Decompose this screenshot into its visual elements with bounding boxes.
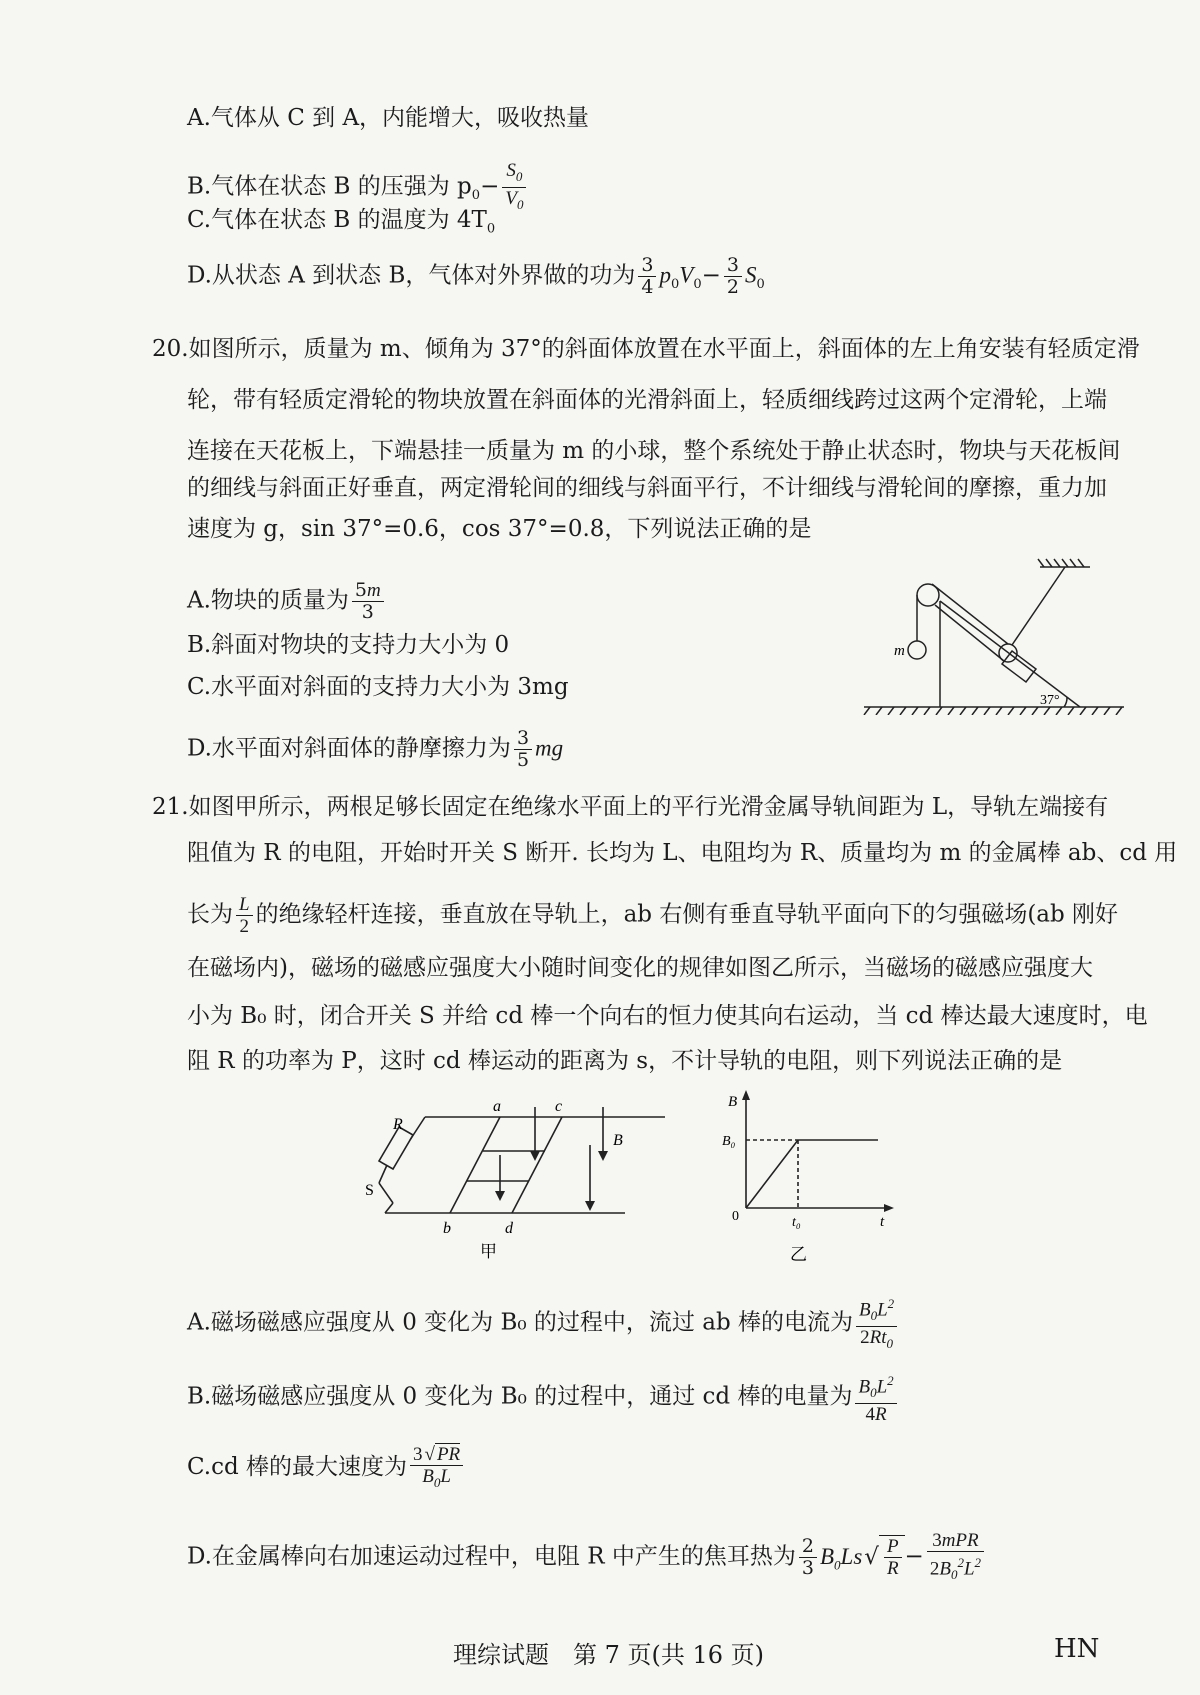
graph-x-axis-label: t xyxy=(880,1214,885,1230)
q19-option-c: C.气体在状态 B 的温度为 $4T_0$ xyxy=(187,207,496,237)
q21-option-c: C.cd 棒的最大速度为 $\frac{3 √ PR}{B_0L}$ xyxy=(187,1443,466,1493)
q20-option-a: A.物块的质量为 $\frac{5m}{3}$ xyxy=(187,580,387,623)
q21-line-1: 21.如图甲所示，两根足够长固定在绝缘水平面上的平行光滑金属导轨间距为 L，导轨左端接有 xyxy=(152,794,1109,820)
b-t-graph xyxy=(720,1088,900,1268)
graph-t0-label: t₀ xyxy=(792,1215,801,1230)
q21-line-2: 阻值为 R 的电阻，开始时开关 S 断开. 长均为 L、电阻均为 R、质量均为 m 的金属棒 ab、cd 用 xyxy=(187,840,1178,866)
resistor-label: R xyxy=(393,1116,403,1133)
q21-line-6: 阻 R 的功率为 P，这时 cd 棒运动的距离为 s，不计导轨的电阻，则下列说法正确的是 xyxy=(187,1048,1063,1074)
graph-y-axis-label: B xyxy=(728,1094,738,1110)
q20-line-4: 的细线与斜面正好垂直，两定滑轮间的细线与斜面平行，不计细线与滑轮间的摩擦，重力加 xyxy=(187,475,1107,501)
rail-circuit-figure xyxy=(365,1095,675,1265)
q20-line-5: 速度为 g，sin 37°=0.6，cos 37°=0.8，下列说法正确的是 xyxy=(187,516,812,542)
q19-option-b: B.气体在状态 B 的压强为 $p_0-$ $\frac{S_0}{V_0}$ xyxy=(187,160,529,215)
graph-b0-label: B₀ xyxy=(722,1134,736,1149)
graph-origin-label: 0 xyxy=(732,1209,739,1224)
page-footer: 理综试题 第 7 页(共 16 页) xyxy=(453,1641,765,1669)
q21-option-d: D.在金属棒向右加速运动过程中，电阻 R 中产生的焦耳热为 $\frac{2}{3}$ $B_0Ls√$ $\frac{P}{R}$ − $\frac{\text{3mPR}}{2B_0^2L^2}$ xyxy=(187,1530,987,1585)
q19-option-d: D.从状态 A 到状态 B，气体对外界做的功为 $\frac{3}{4}$ $p_0V_0-$ $\frac{3}{2}$ $S_0$ xyxy=(187,254,765,298)
q20-line-3: 连接在天花板上，下端悬挂一质量为 m 的小球，整个系统处于静止状态时，物块与天花板间 xyxy=(187,438,1121,464)
q21-line-5: 小为 B₀ 时，闭合开关 S 并给 cd 棒一个向右的恒力使其向右运动，当 cd 棒达最大速度时，电 xyxy=(187,1003,1148,1029)
figure-yi-caption: 乙 xyxy=(790,1245,807,1264)
rod-d-label: d xyxy=(505,1220,513,1237)
incline-pulley-figure xyxy=(860,555,1130,715)
switch-label: S xyxy=(365,1182,374,1199)
q21-line-4: 在磁场内)，磁场的磁感应强度大小随时间变化的规律如图乙所示，当磁场的磁感应强度大 xyxy=(187,955,1093,981)
q21-line-3: 长为 $\frac{L}{2}$ 的绝缘轻杆连接，垂直放在导轨上，ab 右侧有垂直导轨平面向下的匀强磁场(ab 刚好 xyxy=(187,894,1119,937)
ball-mass-label: m xyxy=(894,643,905,659)
rod-b-label: b xyxy=(443,1220,451,1237)
field-label: B xyxy=(613,1132,623,1149)
q20-option-d: D.水平面对斜面体的静摩擦力为 $\frac{3}{5}$ mg xyxy=(187,727,564,771)
q19-option-a: A.气体从 C 到 A，内能增大，吸收热量 xyxy=(187,105,590,131)
figure-jia-caption: 甲 xyxy=(480,1242,497,1261)
rod-a-label: a xyxy=(493,1098,501,1115)
rod-c-label: c xyxy=(555,1098,563,1115)
q20-line-2: 轮，带有轻质定滑轮的物块放置在斜面体的光滑斜面上，轻质细线跨过这两个定滑轮，上端 xyxy=(187,387,1107,413)
q21-option-a: A.磁场磁感应强度从 0 变化为 B₀ 的过程中，流过 ab 棒的电流为 $\frac{B_0L^2}{2Rt_0}$ xyxy=(187,1293,900,1354)
q20-line-1: 20.如图所示，质量为 m、倾角为 37°的斜面体放置在水平面上，斜面体的左上角安装有轻质定滑 xyxy=(152,336,1140,362)
exam-code: HN xyxy=(1054,1634,1100,1664)
q20-option-c: C.水平面对斜面的支持力大小为 3mg xyxy=(187,674,569,700)
incline-angle-label: 37° xyxy=(1040,693,1060,708)
q21-option-b: B.磁场磁感应强度从 0 变化为 B₀ 的过程中，通过 cd 棒的电量为 $\frac{B_0L^2}{4R}$ xyxy=(187,1370,900,1425)
q20-option-b: B.斜面对物块的支持力大小为 0 xyxy=(187,632,510,658)
